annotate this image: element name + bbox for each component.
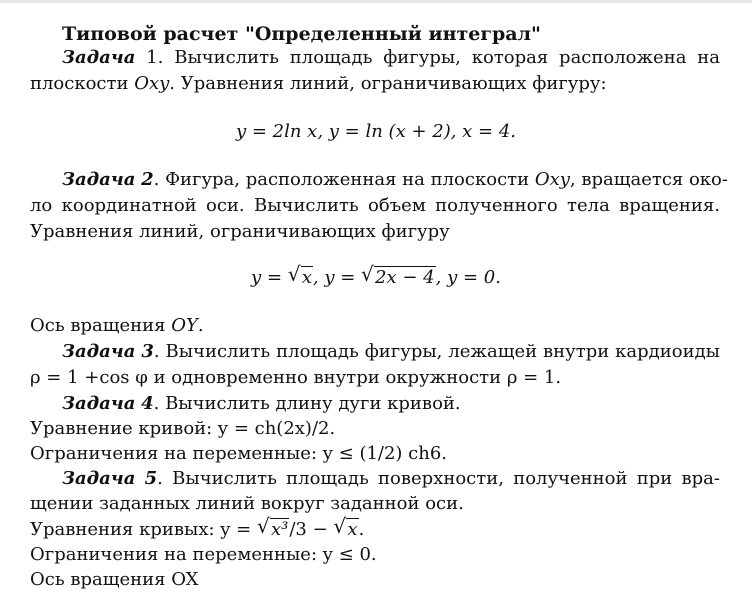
task-2-line-3: Уравнения линий, ограничивающих фигуру <box>30 221 450 242</box>
document-title: Типовой расчет "Определенный интеграл" <box>62 23 541 45</box>
task-4-line-3: Ограничения на переменные: y ≤ (1/2) ch6. <box>30 443 448 464</box>
sqrt-sign: √ x <box>333 514 358 540</box>
top-border <box>0 0 752 3</box>
task-5-line-2: щении заданных линий вокруг заданной оси. <box>30 493 464 514</box>
task-1-formula: y = 2ln x, y = ln (x + 2), x = 4. <box>235 121 517 142</box>
task-number: 1 <box>146 47 158 68</box>
task-5-line-4: Ограничения на переменные: y ≤ 0. <box>30 544 377 565</box>
task-1-line-2: плоскости Oxy. Уравнения линий, ограничивающих фигуру: <box>30 73 607 94</box>
task-2-line-2: ло координатной оси. Вычислить объем полученного тела вращения. <box>30 195 720 216</box>
task-5-line-5: Ось вращения OX <box>30 569 199 590</box>
task-2-formula: y = √ x, y = √ 2x − 4, y = 0. <box>251 262 501 288</box>
task-3-line-2: ρ = 1 +cos φ и одновременно внутри окружности ρ = 1. <box>30 367 562 388</box>
task-label: Задача <box>62 47 136 68</box>
task-2-line-1: Задача 2. Фигура, расположенная на плоскости Oxy, вращается око- <box>62 169 728 190</box>
task-1-line-1: Задача 1. Вычислить площадь фигуры, которая расположена на <box>62 47 720 68</box>
task-5-line-1: Задача 5. Вычислить площадь поверхности, полученной при вра- <box>62 468 720 489</box>
sqrt-sign: √ 2x − 4 <box>361 262 435 288</box>
task-5-line-3: Уравнения кривых: y = √ x³/3 − √ x. <box>30 514 365 540</box>
task-4-line-1: Задача 4. Вычислить длину дуги кривой. <box>62 393 461 414</box>
task-4-line-2: Уравнение кривой: y = ch(2x)/2. <box>30 418 336 439</box>
sqrt-sign: √ x <box>287 262 312 288</box>
task-2-axis: Ось вращения OY. <box>30 315 204 336</box>
task-3-line-1: Задача 3. Вычислить площадь фигуры, лежащей внутри кардиоиды <box>62 341 720 362</box>
sqrt-sign: √ x³ <box>256 514 289 540</box>
